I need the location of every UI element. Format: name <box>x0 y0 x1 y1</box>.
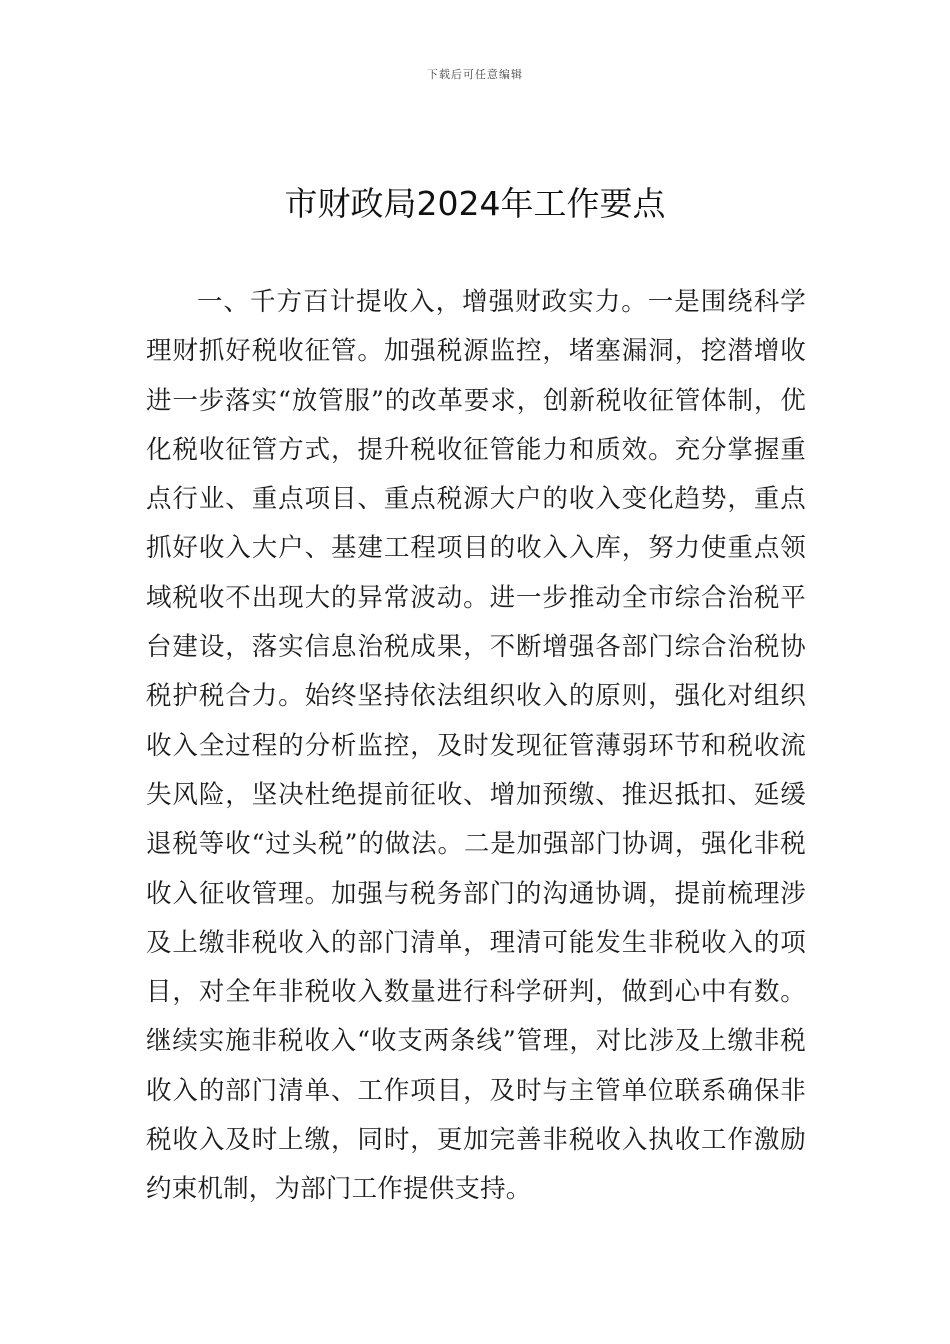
header-note: 下载后可任意编辑 <box>427 68 523 81</box>
body-paragraph: 一、千方百计提收入，增强财政实力。一是围绕科学理财抓好税收征管。加强税源监控，堵塞漏洞，挖潜增收进一步落实“放管服”的改革要求，创新税收征管体制，优化税收征管方式，提升税收征管能力和质效。充分掌握重点行业、重点项目、重点税源大户的收入变化趋势，重点抓好收入大户、基建工程项目的收入入库，努力使重点领域税收不出现大的异常波动。进一步推动全市综合治税平台建设，落实信息治税成果，不断增强各部门综合治税协税护税合力。始终坚持依法组织收入的原则，强化对组织收入全过程的分析监控，及时发现征管薄弱环节和税收流失风险，坚决杜绝提前征收、增加预缴、推迟抵扣、延缓退税等收“过头税”的做法。二是加强部门协调，强化非税收入征收管理。加强与税务部门的沟通协调，提前梳理涉及上缴非税收入的部门清单，理清可能发生非税收入的项目，对全年非税收入数量进行科学研判，做到心中有数。继续实施非税收入“收支两条线”管理，对比涉及上缴非税收入的部门清单、工作项目，及时与主管单位联系确保非税收入及时上缴，同时，更加完善非税收入执收工作激励约束机制，为部门工作提供支持。 <box>146 287 806 1205</box>
document-title: 市财政局2024年工作要点 <box>284 184 666 223</box>
